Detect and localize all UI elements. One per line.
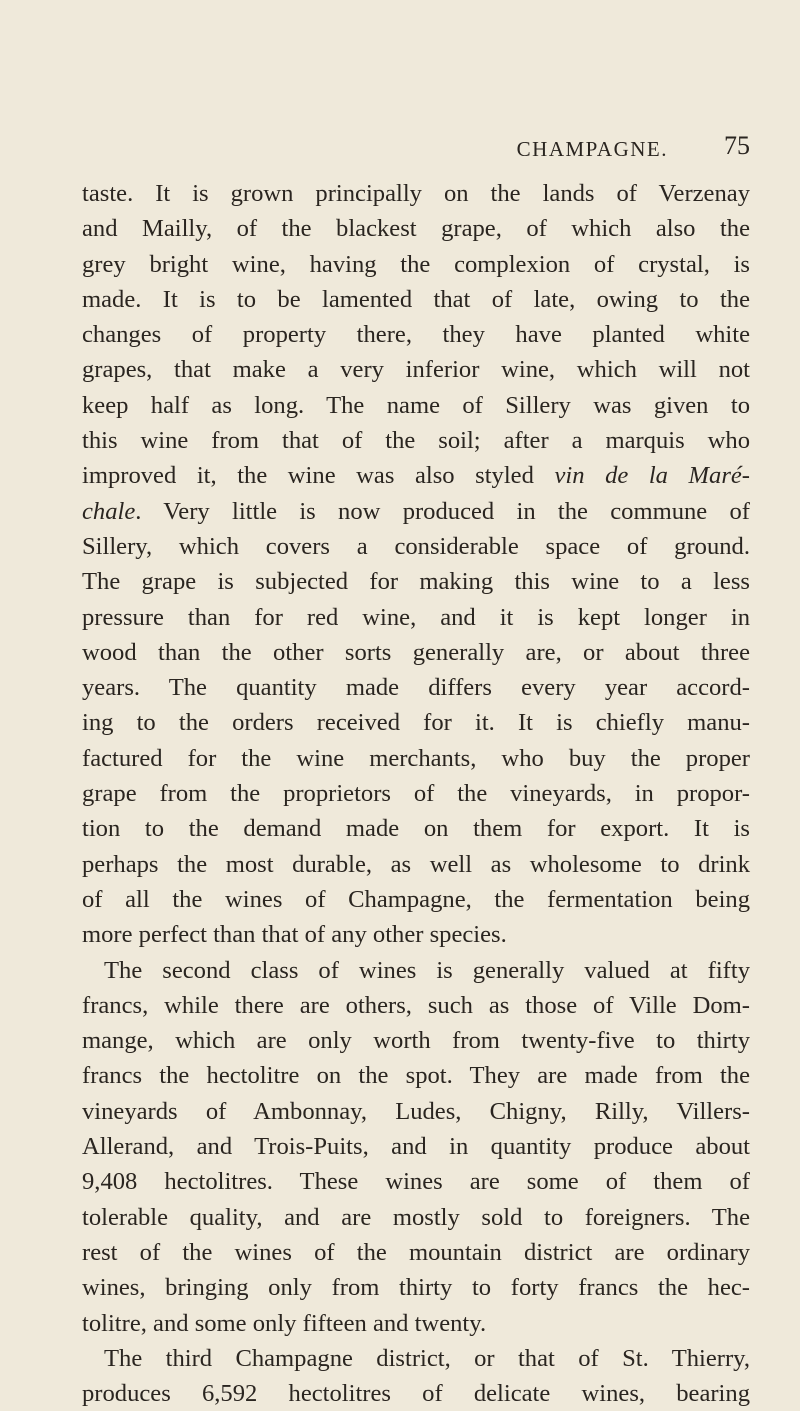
text-line: The grape is subjected for making this wine to a less xyxy=(82,568,750,596)
text-line: grape from the proprietors of the vineyards, in propor- xyxy=(82,780,750,808)
text-line: tolerable quality, and are mostly sold to foreigners. The xyxy=(82,1203,750,1231)
text-line: Allerand, and Trois-Puits, and in quantity produce about xyxy=(82,1133,750,1161)
text-line: rest of the wines of the mountain district are ordinary xyxy=(82,1238,750,1266)
text-line xyxy=(82,494,750,529)
text-line: ing to the orders received for it. It is chiefly manu- xyxy=(82,709,750,737)
text-line: taste. It is grown principally on the lands of Verzenay xyxy=(82,180,750,207)
body-text xyxy=(82,176,750,1411)
page-number: 75 xyxy=(724,131,750,160)
text-line: made. It is to be lamented that of late, owing to the xyxy=(82,285,750,313)
text-line: years. The quantity made differs every year accord- xyxy=(82,674,750,702)
text-line: more perfect than that of any other species. xyxy=(82,921,507,949)
text-line: of all the wines of Champagne, the fermentation being xyxy=(82,885,750,913)
italic-phrase: chale xyxy=(82,497,136,525)
text-line: vineyards of Ambonnay, Ludes, Chigny, Rilly, Villers- xyxy=(82,1097,750,1125)
text-line: 9,408 hectolitres. These wines are some of them of xyxy=(82,1168,750,1196)
text-line: tolitre, and some only fifteen and twenty. xyxy=(82,1309,487,1337)
text-line: francs the hectolitre on the spot. They are made from the xyxy=(82,1062,750,1090)
paragraph xyxy=(82,1341,750,1411)
text-line: Sillery, which covers a considerable space of ground. xyxy=(82,532,750,560)
text-span: improved it, the wine was also styled xyxy=(82,462,555,490)
text-span: . Very little is now produced in the commune of xyxy=(135,497,750,525)
text-line: francs, while there are others, such as those of Ville Dom- xyxy=(82,991,750,1019)
text-line: and Mailly, of the blackest grape, of which also the xyxy=(82,215,750,243)
text-line: tion to the demand made on them for export. It is xyxy=(82,815,750,843)
text-line: keep half as long. The name of Sillery was given to xyxy=(82,391,750,419)
text-line: produces 6,592 hectolitres of delicate wines, bearing xyxy=(82,1380,750,1408)
text-line: grapes, that make a very inferior wine, which will not xyxy=(82,356,750,384)
text-line xyxy=(82,458,750,493)
text-line: factured for the wine merchants, who buy the proper xyxy=(82,744,750,772)
text-line: changes of property there, they have planted white xyxy=(82,321,750,349)
text-line: grey bright wine, having the complexion of crystal, is xyxy=(82,250,750,278)
text-line: mange, which are only worth from twenty-five to thirty xyxy=(82,1027,750,1055)
italic-phrase: vin de la Maré- xyxy=(554,462,751,490)
text-line: The second class of wines is generally valued at fifty xyxy=(104,956,750,984)
text-line: wines, bringing only from thirty to forty francs the hec- xyxy=(82,1274,750,1302)
text-line: perhaps the most durable, as well as wholesome to drink xyxy=(82,850,750,878)
paragraph xyxy=(82,176,750,953)
text-line: The third Champagne district, or that of St. Thierry, xyxy=(104,1344,750,1372)
text-line: pressure than for red wine, and it is kept longer in xyxy=(82,603,750,631)
running-head: CHAMPAGNE. xyxy=(516,137,668,161)
text-line: wood than the other sorts generally are, or about three xyxy=(82,638,750,666)
text-line: this wine from that of the soil; after a marquis who xyxy=(82,427,750,455)
paragraph xyxy=(82,953,750,1341)
